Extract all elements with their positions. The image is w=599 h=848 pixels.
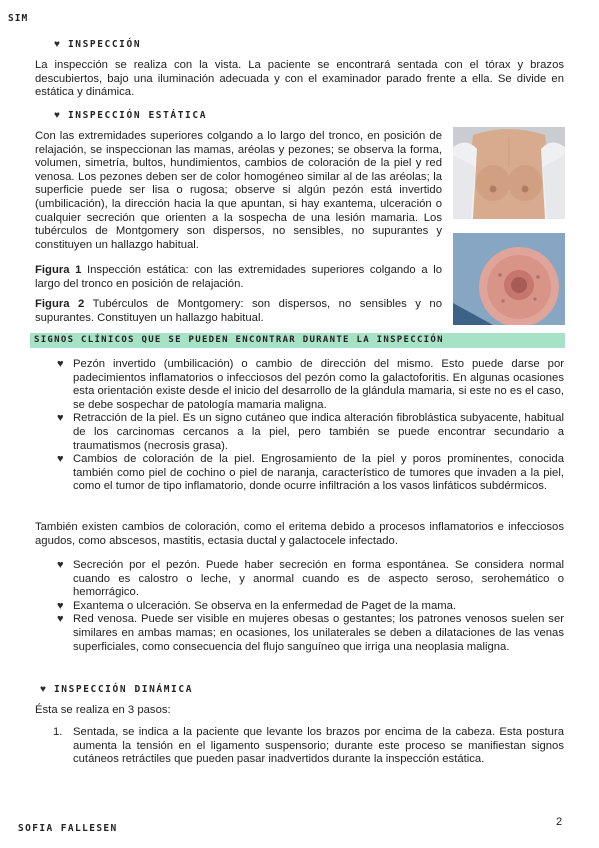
figure-1-label: Figura 1 <box>35 264 82 276</box>
figure-2-image <box>453 233 565 325</box>
signos-list-1 <box>57 358 564 494</box>
paragraph-inspeccion: La inspección se realiza con la vista. La paciente se encontrará sentada con el tórax y brazos descubiertos, bajo una iluminación adecuada y con el examinador parado frente a ella. Se divide en estática y dinámica. <box>35 59 564 99</box>
section-heading-inspeccion <box>54 38 141 52</box>
section-heading-estatica <box>54 109 207 123</box>
figure-2-caption <box>35 298 442 325</box>
heart-icon: ♥ <box>54 39 60 50</box>
figure-2-label: Figura 2 <box>35 298 85 310</box>
list-item: ♥ Retracción de la piel. Es un signo cutáneo que indica alteración fibroblástica subyacente, habitual de los carcinomas cercanos a la piel, pero también se puede encontrar secundario a traumatismos (necrosis grasa). <box>57 412 564 453</box>
heading-label: INSPECCIÓN <box>67 39 142 50</box>
dinamica-steps <box>53 726 564 767</box>
section-heading-dinamica <box>40 683 193 697</box>
figure-2-text: Tubérculos de Montgomery: son dispersos, no sensibles y no supurantes. Constituyen un hallazgo habitual. <box>35 298 442 324</box>
figure-1-caption <box>35 264 442 291</box>
heart-icon: ♥ <box>54 110 60 121</box>
step-text: Sentada, se indica a la paciente que levante los brazos por encima de la cabeza. Esta postura aumenta la tensión en el ligamento suspensorio; durante este proceso se manifiestan signos cutáneos retráctiles que pueden pasar inadvertidos durante la inspección estática. <box>73 726 564 766</box>
list-item: ♥ Exantema o ulceración. Se observa en la enfermedad de Paget de la mama. <box>57 600 564 614</box>
list-item: ♥ Red venosa. Puede ser visible en mujeres obesas o gestantes; los patrones venosos suelen ser similares en ambas mamas; en ocasiones, los unilaterales se deben a dilataciones de las venas superficiales, como consecuencia del flujo sanguíneo que irriga una neoplasia maligna. <box>57 613 564 654</box>
heart-icon: ♥ <box>40 684 46 695</box>
section-band-signos <box>30 333 565 348</box>
page-number: 2 <box>556 816 563 828</box>
heading-label: INSPECCIÓN ESTÁTICA <box>67 110 208 121</box>
header-initials: SIM <box>8 13 29 24</box>
list-item: ♥ Cambios de coloración de la piel. Engrosamiento de la piel y poros prominentes, conocida también como piel de cochino o piel de naranja, característico de tumores que invaden a la piel, como el tumor de tipo inflamatorio, donde ocurre infiltración a los vasos linfáticos subdérmicos. <box>57 453 564 494</box>
paragraph-estatica: Con las extremidades superiores colgando a lo largo del tronco, en posición de relajación, se inspeccionan las mamas, aréolas y pezones; se observa la forma, volumen, simetría, bultos, hundimientos, cambios de coloración de la piel y red venosa. Los pezones deben ser de color homogéneo similar al de las aréolas; la superficie puede ser lisa o rugosa; observe si algún pezón está invertido (umbilicación), la dirección hacia la que apuntan, si hay exantema, ulceración o cualquier secreción que orienten a la sospecha de una lesión mamaria. Los tubérculos de Montgomery son dispersos, no sensibles, no supurantes y constituyen un hallazgo habitual. <box>35 130 442 251</box>
band-label: SIGNOS CLÍNICOS QUE SE PUEDEN ENCONTRAR DURANTE LA INSPECCIÓN <box>34 334 444 345</box>
figure-1-image <box>453 127 565 219</box>
figure-1-text: Inspección estática: con las extremidades superiores colgando a lo largo del tronco en posición de relajación. <box>35 264 442 290</box>
list-item <box>53 726 564 767</box>
list-item: ♥ Secreción por el pezón. Puede haber secreción en forma espontánea. Se considera normal cuando es calostro o leche, y anormal cuando es de aspecto seroso, serohemático o hemorrágico. <box>57 559 564 600</box>
footer-author: SOFIA FALLESEN <box>18 823 118 834</box>
heading-label: INSPECCIÓN DINÁMICA <box>53 684 194 695</box>
signos-list-2 <box>57 559 564 654</box>
step-number: 1. <box>53 726 63 738</box>
paragraph-dinamica-intro: Ésta se realiza en 3 pasos: <box>35 704 171 716</box>
list-item: ♥ Pezón invertido (umbilicación) o cambio de dirección del mismo. Esto puede darse por padecimientos inflamatorios o infecciosos del pezón como la galactoforitis. En algunas ocasiones esta orientación existe desde el inicio del desarrollo de la glándula mamaria, si este no es el caso, se debe sospechar de patología mamaria maligna. <box>57 358 564 412</box>
paragraph-coloracion: También existen cambios de coloración, como el eritema debido a procesos inflamatorios e infecciosos agudos, como abscesos, mastitis, ectasia ductal y galactocele infectado. <box>35 521 564 547</box>
